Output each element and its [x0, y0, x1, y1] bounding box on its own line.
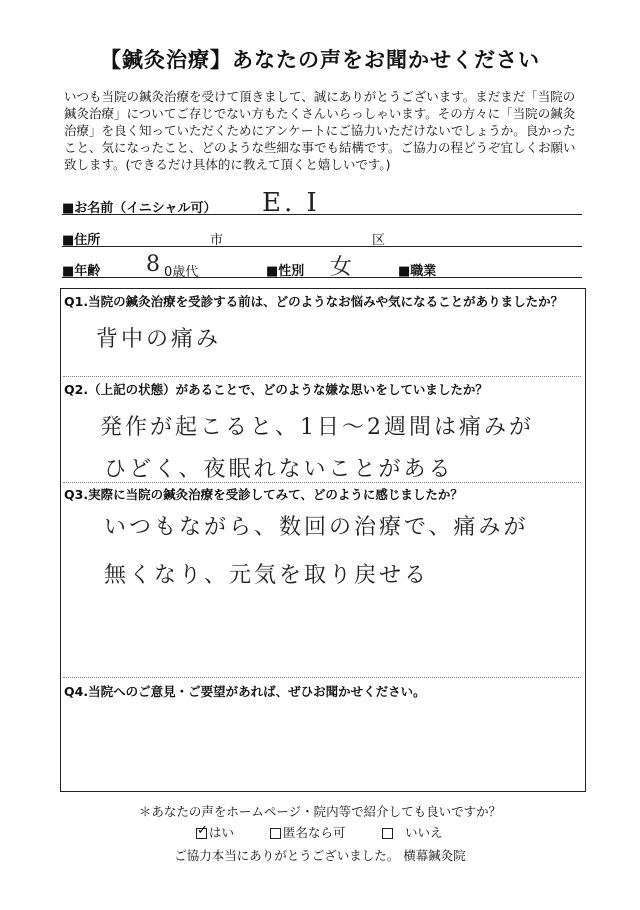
- option-no[interactable]: [382, 823, 443, 841]
- name-value: E. I: [262, 188, 320, 218]
- info-underline: [62, 277, 582, 278]
- age-value: 8: [146, 252, 163, 277]
- answer-3-line-2: 無くなり、元気を取り戻せる: [104, 563, 430, 588]
- name-label: ■お名前（イニシャル可）: [62, 201, 217, 216]
- gender-value: 女: [330, 255, 356, 280]
- divider-3: [63, 677, 581, 678]
- option-anonymous[interactable]: [270, 823, 346, 841]
- checkbox-no[interactable]: [382, 828, 393, 839]
- checkbox-yes[interactable]: [196, 823, 208, 839]
- address-label: ■住所: [62, 233, 101, 248]
- address-underline: [62, 246, 582, 247]
- gender-label: ■性別: [266, 264, 305, 279]
- question-3: Q3.実際に当院の鍼灸治療を受診してみて、どのように感じましたか？: [64, 487, 463, 502]
- answer-2-line-2: ひどく、夜眠れないことがある: [104, 457, 454, 482]
- city-label: 市: [210, 233, 224, 248]
- intro-text: いつも当院の鍼灸治療を受けて頂きまして、誠にありがとうございます。まだまだ「当院の鍼灸治療」についてご存じでない方もたくさんいらっしゃいます。その方々に「当院の鍼灸治療」を良く知っていただくためにアンケートにご協力いただけないでしょうか。良かったこと、気になったこと、どのような些細な事でも結構です。ご協力の程どうぞ宜しくお願い致します。(できるだけ具体的に教えて頂くと嬉しいです。): [64, 89, 576, 172]
- question-4: Q4.当院へのご意見・ご要望があれば、ぜひお聞かせください。: [64, 684, 426, 699]
- thanks-text: ご協力本当にありがとうございました。 横幕鍼灸院: [174, 848, 466, 863]
- consent-question: ＊あなたの声をホームページ・院内等で紹介しても良いですか？: [138, 804, 502, 819]
- answer-1: 背中の痛み: [96, 327, 222, 352]
- page-title: 【鍼灸治療】あなたの声をお聞かせください: [100, 48, 540, 72]
- age-suffix: 0歳代: [164, 265, 199, 280]
- checkmark-icon: ✓: [197, 823, 208, 838]
- option-no-label: いいえ: [405, 825, 443, 840]
- question-1: Q1.当院の鍼灸治療を受診する前は、どのようなお悩みや気になることがありましたか？: [64, 294, 564, 309]
- answer-2-line-1: 発作が起こると、1日～2週間は痛みが: [100, 415, 534, 440]
- answer-3-line-1: いつもながら、数回の治療で、痛みが: [104, 515, 529, 540]
- job-label: ■職業: [398, 264, 437, 279]
- question-2: Q2.（上記の状態）があることで、どのような嫌な思いをしていましたか？: [64, 382, 488, 397]
- option-yes-label: はい: [209, 825, 235, 840]
- age-label: ■年齢: [62, 264, 101, 279]
- divider-2: [63, 482, 581, 483]
- divider-1: [63, 376, 581, 377]
- option-anonymous-label: 匿名なら可: [283, 825, 346, 840]
- checkbox-anonymous[interactable]: [270, 828, 281, 839]
- option-yes[interactable]: [196, 823, 234, 841]
- ward-label: 区: [372, 233, 386, 248]
- name-underline: [62, 214, 582, 215]
